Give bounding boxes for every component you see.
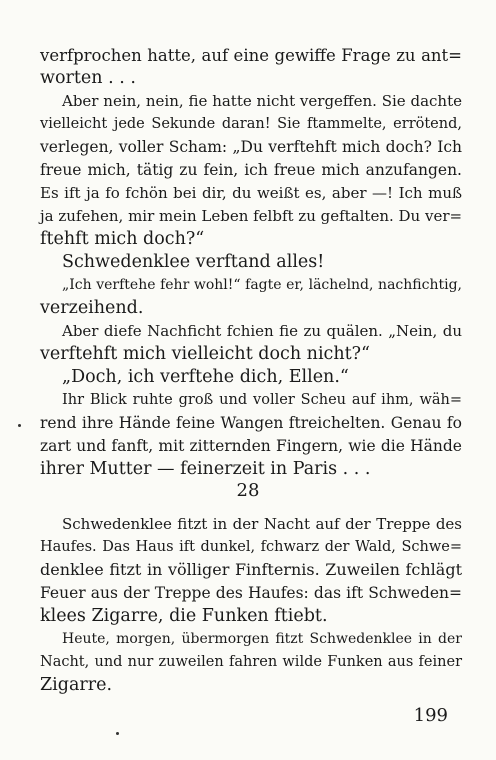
page-number: 199 xyxy=(413,705,448,726)
text-line: Heute, morgen, übermorgen fitzt Schwedenklee in der xyxy=(62,631,462,647)
text-line: freue mich, tätig zu fein, ich freue mich anzufangen. xyxy=(40,161,462,179)
text-line: Es ift ja fo fchön bei dir, du weißt es, aber —! Ich muß xyxy=(40,184,462,202)
text-line: rend ihre Hände feine Wangen ftreichelten. Genau fo xyxy=(40,414,462,432)
text-line: vielleicht jede Sekunde daran! Sie ftammelte, errötend, xyxy=(40,116,462,132)
text-line: verftehft mich vielleicht doch nicht?“ xyxy=(40,344,370,364)
text-line: verfprochen hatte, auf eine gewiffe Frage zu ant= xyxy=(40,46,462,65)
text-line: „Ich verftehe fehr wohl!“ fagte er, lächelnd, nachfichtig, xyxy=(62,277,462,293)
text-line: Schwedenklee verftand alles! xyxy=(62,252,325,272)
chapter-number: 28 xyxy=(236,480,260,501)
text-line: worten . . . xyxy=(40,68,136,88)
print-speck xyxy=(18,424,21,427)
text-line: Ihr Blick ruhte groß und voller Scheu auf ihm, wäh= xyxy=(62,392,462,408)
text-line: Haufes. Das Haus ift dunkel, fchwarz der Wald, Schwe= xyxy=(40,539,462,555)
text-line: Aber diefe Nachficht fchien fie zu quälen. „Nein, du xyxy=(62,322,462,340)
print-speck xyxy=(116,732,119,735)
text-line: verlegen, voller Scham: „Du verftehft mich doch? Ich xyxy=(40,138,462,156)
text-line: Schwedenklee fitzt in der Nacht auf der Treppe des xyxy=(62,515,462,533)
text-line: zart und fanft, mit zitternden Fingern, wie die Hände xyxy=(40,437,462,455)
text-line: ihrer Mutter — feinerzeit in Paris . . . xyxy=(40,459,371,479)
text-line: Zigarre. xyxy=(40,675,113,695)
text-line: Nacht, und nur zuweilen fahren wilde Funken aus feiner xyxy=(40,654,462,670)
text-line: verzeihend. xyxy=(40,298,144,318)
text-line: denklee fitzt in völliger Finfternis. Zuweilen fchlägt xyxy=(40,560,462,579)
text-line: Feuer aus der Treppe des Haufes: das ift Schweden= xyxy=(40,584,462,602)
text-line: ja zufehen, mir mein Leben felbft zu geftalten. Du ver= xyxy=(40,207,463,225)
text-line: klees Zigarre, die Funken ftiebt. xyxy=(40,606,328,626)
text-line: Aber nein, nein, fie hatte nicht vergeffen. Sie dachte xyxy=(62,92,462,110)
text-line: ftehft mich doch?“ xyxy=(40,229,205,249)
text-line: „Doch, ich verftehe dich, Ellen.“ xyxy=(62,367,349,387)
